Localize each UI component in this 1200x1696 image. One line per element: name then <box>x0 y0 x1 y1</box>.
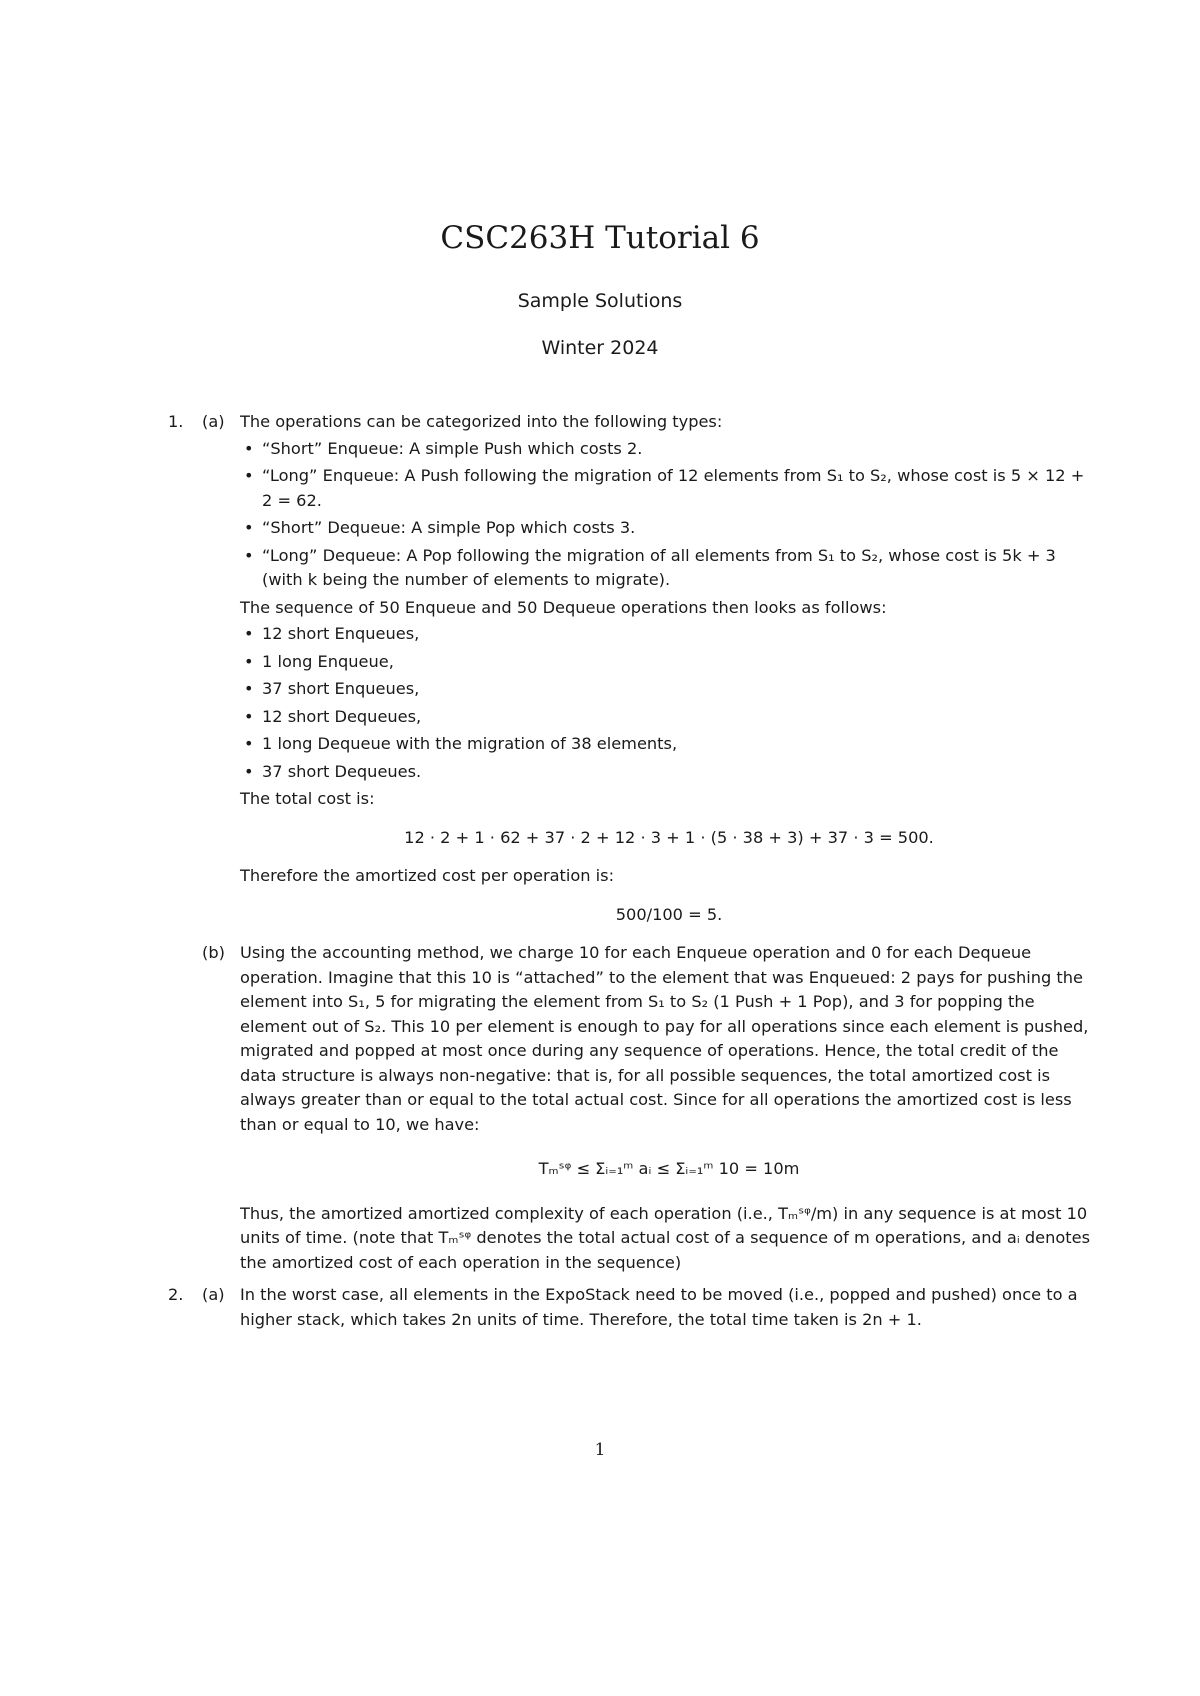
paragraph: Therefore the amortized cost per operation is: <box>240 866 615 885</box>
part-label: (b) <box>202 943 225 962</box>
page-term: Winter 2024 <box>541 337 659 359</box>
question-1 <box>168 410 1098 1275</box>
paragraph: In the worst case, all elements in the ExpoStack need to be moved (i.e., popped and pushed) once to a higher stack, which takes 2n units of time. Therefore, the total time taken is 2n + 1. <box>240 1285 1078 1329</box>
sequence-list <box>240 622 1098 784</box>
question-2 <box>168 1283 1098 1332</box>
question-number: 1. <box>168 412 184 431</box>
paragraph: The operations can be categorized into the following types: <box>240 412 723 431</box>
list-item: • 1 long Enqueue, <box>262 650 1098 675</box>
question-number: 2. <box>168 1285 184 1304</box>
summation-equation: Tₘˢᵠ ≤ Σᵢ₌₁ᵐ aᵢ ≤ Σᵢ₌₁ᵐ 10 = 10m <box>538 1159 800 1178</box>
list-item: • 12 short Dequeues, <box>262 705 1098 730</box>
question-1b <box>168 941 1098 1275</box>
list-item: • “Short” Enqueue: A simple Push which costs 2. <box>262 437 1098 462</box>
question-1a <box>168 410 1098 927</box>
list-item: • 12 short Enqueues, <box>262 622 1098 647</box>
part-label: (a) <box>202 1285 225 1304</box>
list-item: • 37 short Dequeues. <box>262 760 1098 785</box>
list-item: • 37 short Enqueues, <box>262 677 1098 702</box>
paragraph: Thus, the amortized amortized complexity of each operation (i.e., Tₘˢᵠ/m) in any sequence is at most 10 units of time. (note that Tₘˢᵠ denotes the total actual cost of a sequence of m operations, and aᵢ denotes the amortized cost of each operation in the sequence) <box>240 1203 1091 1272</box>
list-item: • “Short” Dequeue: A simple Pop which costs 3. <box>262 516 1098 541</box>
operation-types-list <box>240 437 1098 593</box>
total-cost-equation: 12 · 2 + 1 · 62 + 37 · 2 + 12 · 3 + 1 · (5 · 38 + 3) + 37 · 3 = 500. <box>404 827 934 847</box>
amortized-cost-equation: 500/100 = 5. <box>615 904 723 924</box>
paragraph: Using the accounting method, we charge 10 for each Enqueue operation and 0 for each Dequeue operation. Imagine that this 10 is “attached” to the element that was Enqueued: 2 pays for pushing the element into S₁, 5 for migrating the element from S₁ to S₂ (1 Push + 1 Pop), and 3 for popping the element out of S₂. This 10 per element is enough to pay for all operations since each element is pushed, migrated and popped at most once during any sequence of operations. Hence, the total credit of the data structure is always non-negative: that is, for all possible sequences, the total amortized cost is always greater than or equal to the total actual cost. Since for all operations the amortized cost is less than or equal to 10, we have: <box>240 943 1089 1134</box>
paragraph: The sequence of 50 Enqueue and 50 Dequeue operations then looks as follows: <box>240 597 887 617</box>
paragraph: The total cost is: <box>240 789 375 808</box>
page-subtitle: Sample Solutions <box>517 290 683 312</box>
question-2a <box>168 1283 1098 1332</box>
list-item: • “Long” Enqueue: A Push following the migration of 12 elements from S₁ to S₂, whose cost is 5 × 12 + 2 = 62. <box>262 464 1098 513</box>
page-number: 1 <box>594 1440 606 1460</box>
list-item: • “Long” Dequeue: A Pop following the migration of all elements from S₁ to S₂, whose cost is 5k + 3 (with k being the number of elements to migrate). <box>262 544 1098 593</box>
part-label: (a) <box>202 412 225 431</box>
page-title: CSC263H Tutorial 6 <box>440 220 760 256</box>
list-item: • 1 long Dequeue with the migration of 38 elements, <box>262 732 1098 757</box>
document-body <box>168 410 1098 1332</box>
